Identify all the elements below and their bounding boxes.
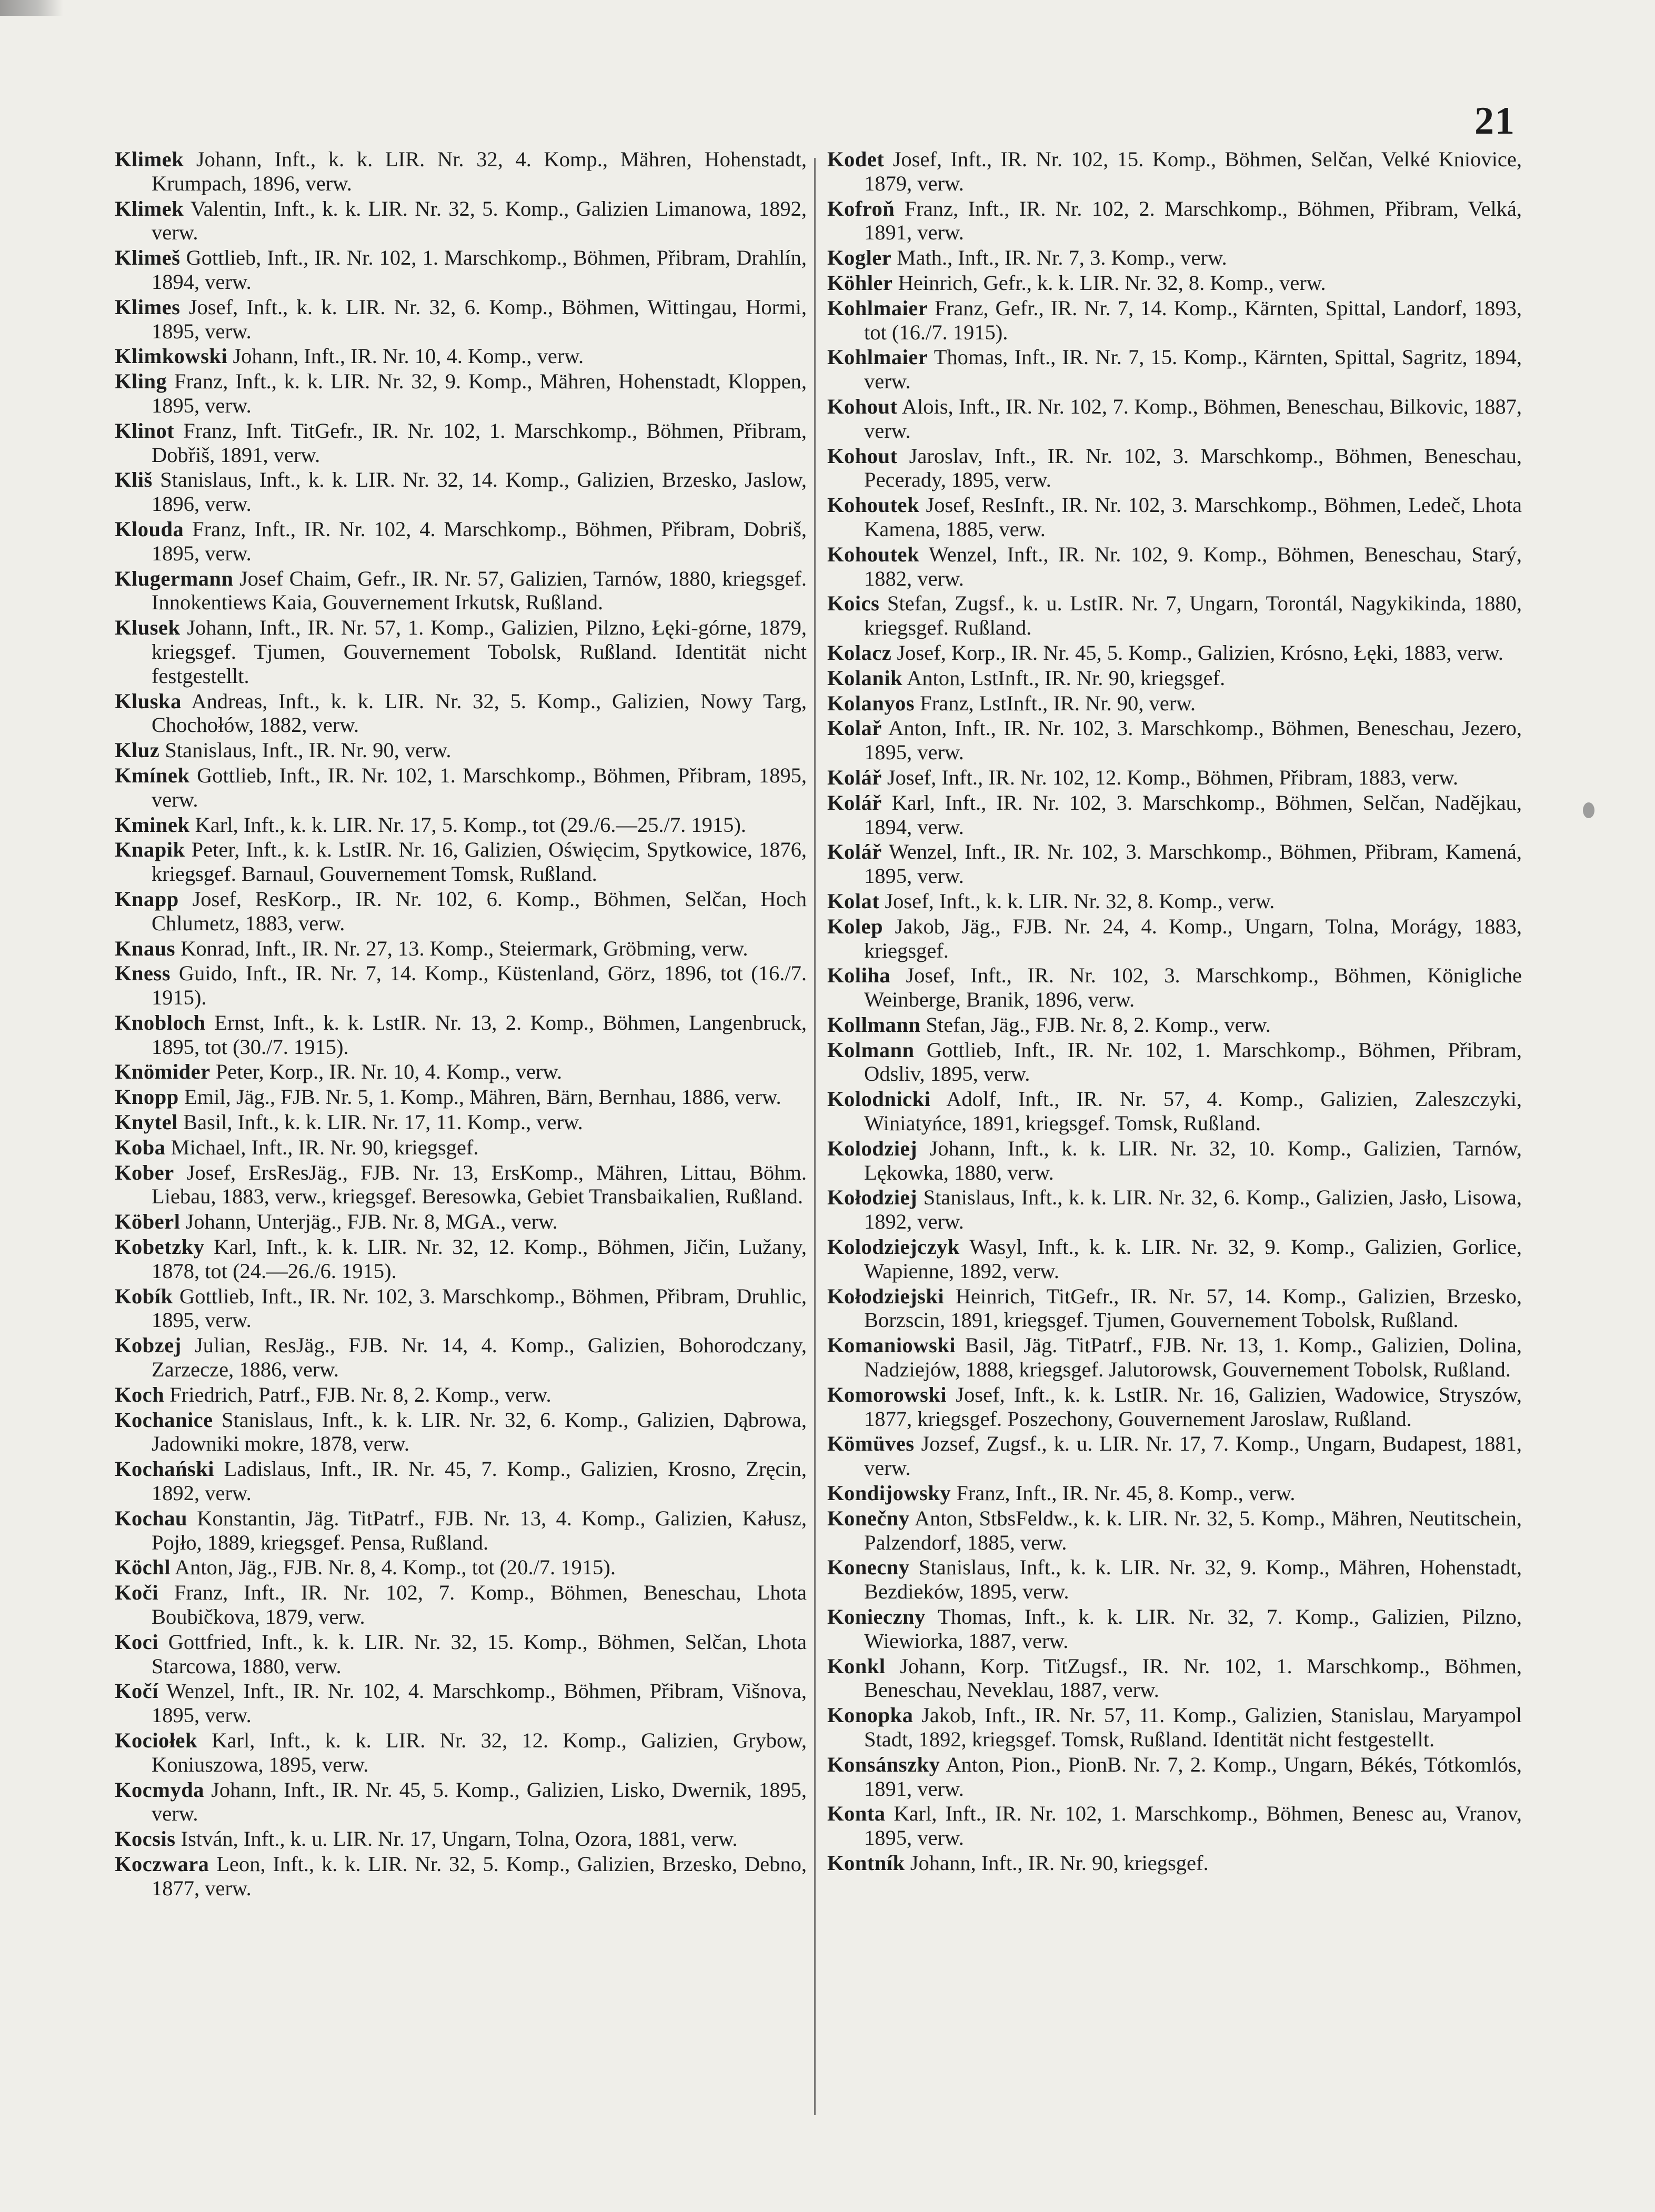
entry-surname: Kondijowsky: [827, 1481, 951, 1505]
roster-entry: [827, 1137, 1522, 1185]
roster-entry: [115, 813, 807, 837]
scan-corner-mark: [0, 0, 63, 16]
entry-surname: Komaniowski: [827, 1333, 956, 1358]
entry-details: Heinrich, Gefr., k. k. LIR. Nr. 32, 8. Komp., verw.: [898, 270, 1326, 295]
entry-surname: Kocsis: [115, 1827, 176, 1851]
entry-details: Peter, Korp., IR. Nr. 10, 4. Komp., verw.: [215, 1060, 563, 1084]
entry-surname: Klugermann: [115, 566, 234, 590]
entry-surname: Kontník: [827, 1851, 905, 1875]
entry-surname: Knömider: [115, 1060, 210, 1084]
entry-surname: Konečny: [827, 1506, 910, 1530]
entry-details: Franz, Inft., k. k. LIR. Nr. 32, 9. Komp., Mähren, Hohenstadt, Kloppen, 1895, verw.: [152, 369, 807, 417]
entry-details: Franz, Inft., IR. Nr. 102, 2. Marschkomp., Böhmen, Přibram, Velká, 1891, verw.: [864, 196, 1522, 245]
entry-details: Basil, Jäg. TitPatrf., FJB. Nr. 13, 1. Komp., Galizien, Dolina, Nadziejów, 1888, kriegsgef. Jalutorowsk, Gouvernement Tobolsk, Rußland.: [864, 1333, 1522, 1382]
entry-details: Friedrich, Patrf., FJB. Nr. 8, 2. Komp., verw.: [169, 1382, 551, 1406]
entry-details: Josef Chaim, Gefr., IR. Nr. 57, Galizien, Tarnów, 1880, kriegsgef. Innokentiews Kaia, Gouvernement Irkutsk, Rußland.: [152, 566, 807, 615]
roster-entry: [115, 1333, 807, 1382]
roster-entry: [115, 517, 807, 566]
entry-details: Gottlieb, Inft., IR. Nr. 102, 3. Marschkomp., Böhmen, Přibram, Druhlic, 1895, verw.: [152, 1284, 807, 1332]
entry-details: Karl, Inft., k. k. LIR. Nr. 17, 5. Komp., tot (29./6.—25./7. 1915).: [195, 812, 746, 837]
entry-surname: Koczwara: [115, 1852, 209, 1876]
roster-entry: [115, 1778, 807, 1826]
roster-entry: [827, 197, 1522, 245]
entry-surname: Klusek: [115, 616, 180, 640]
entry-details: Stanislaus, Inft., k. k. LIR. Nr. 32, 6. Komp., Galizien, Dąbrowa, Jadowniki mokre, 1878, verw.: [152, 1407, 807, 1456]
entry-details: Valentin, Inft., k. k. LIR. Nr. 32, 5. Komp., Galizien Limanowa, 1892, verw.: [152, 196, 807, 245]
entry-surname: Klimek: [115, 196, 184, 220]
roster-entry: [827, 591, 1522, 640]
entry-details: Josef, Inft., IR. Nr. 102, 3. Marschkomp., Böhmen, Königliche Weinberge, Branik, 1896, verw.: [864, 963, 1522, 1012]
roster-entry: [827, 1654, 1522, 1703]
entry-surname: Kminek: [115, 812, 190, 837]
roster-entry: [827, 1087, 1522, 1135]
entry-surname: Koči: [115, 1581, 158, 1605]
entry-details: Ernst, Inft., k. k. LstIR. Nr. 13, 2. Komp., Böhmen, Langenbruck, 1895, tot (30./7. 1915).: [152, 1010, 807, 1059]
roster-entry: [115, 1581, 807, 1629]
roster-entry: [115, 1383, 807, 1407]
entry-details: Konstantin, Jäg. TitPatrf., FJB. Nr. 13, 4. Komp., Galizien, Kałusz, Pojło, 1889, kriegsgef. Pensa, Rußland.: [152, 1506, 807, 1554]
roster-entry: [827, 1284, 1522, 1333]
roster-entry: [827, 147, 1522, 196]
entry-surname: Koics: [827, 591, 880, 616]
entry-surname: Koliha: [827, 963, 891, 988]
roster-entry: [115, 887, 807, 936]
entry-surname: Knytel: [115, 1110, 178, 1134]
entry-surname: Kluska: [115, 689, 182, 713]
entry-surname: Kociołek: [115, 1728, 197, 1752]
roster-entry: [827, 914, 1522, 963]
roster-entry: [827, 395, 1522, 443]
entry-details: Konrad, Inft., IR. Nr. 27, 13. Komp., Steiermark, Gröbming, verw.: [180, 936, 748, 960]
roster-entry: [827, 791, 1522, 839]
entry-details: Karl, Inft., k. k. LIR. Nr. 32, 12. Komp., Böhmen, Jičin, Lužany, 1878, tot (24.—26./6. 1915).: [152, 1235, 807, 1283]
entry-details: Anton, StbsFeldw., k. k. LIR. Nr. 32, 5. Komp., Mähren, Neutitschein, Palzendorf, 1885, verw.: [864, 1506, 1522, 1554]
entry-details: Gottfried, Inft., k. k. LIR. Nr. 32, 15. Komp., Böhmen, Selčan, Lhota Starcowa, 1880, verw.: [152, 1630, 807, 1678]
entry-surname: Kohoutek: [827, 542, 920, 566]
entry-surname: Klimeš: [115, 246, 180, 270]
roster-entry: [115, 1827, 807, 1851]
entry-details: Thomas, Inft., k. k. LIR. Nr. 32, 7. Komp., Galizien, Pilzno, Wiewiorka, 1887, verw.: [864, 1605, 1522, 1653]
entry-details: Josef, Inft., k. k. LIR. Nr. 32, 6. Komp., Böhmen, Wittingau, Hormi, 1895, verw.: [152, 295, 807, 343]
entry-details: Johann, Inft., IR. Nr. 90, kriegsgef.: [910, 1851, 1209, 1875]
entry-details: Johann, Korp. TitZugsf., IR. Nr. 102, 1. Marschkomp., Böhmen, Beneschau, Neveklau, 1887, verw.: [864, 1654, 1522, 1702]
entry-surname: Klinot: [115, 418, 175, 443]
roster-entry: [115, 616, 807, 688]
roster-entry: [827, 1333, 1522, 1382]
entry-details: Adolf, Inft., IR. Nr. 57, 4. Komp., Galizien, Zaleszczyki, Winiatyńce, 1891, kriegsgef. Tomsk, Rußland.: [864, 1087, 1522, 1135]
roster-entry: [827, 1605, 1522, 1653]
entry-surname: Kolář: [827, 840, 882, 864]
entry-surname: Kliš: [115, 468, 153, 492]
roster-entry: [827, 444, 1522, 492]
column-divider: [814, 158, 816, 2115]
roster-entry: [115, 689, 807, 738]
entry-surname: Köchl: [115, 1555, 171, 1580]
entry-surname: Kochau: [115, 1506, 188, 1530]
entry-details: Heinrich, TitGefr., IR. Nr. 57, 14. Komp., Galizien, Brzesko, Borzscin, 1891, kriegsgef. Tjumen, Gouvernement Tobolsk, Rußland.: [864, 1284, 1522, 1332]
entry-details: Karl, Inft., k. k. LIR. Nr. 32, 12. Komp., Galizien, Grybow, Koniuszowa, 1895, verw.: [152, 1728, 807, 1776]
entry-surname: Kolař: [827, 716, 882, 740]
entry-surname: Knopp: [115, 1085, 179, 1109]
roster-entry: [827, 271, 1522, 295]
entry-details: Peter, Inft., k. k. LstIR. Nr. 16, Galizien, Oświęcim, Spytkowice, 1876, kriegsgef. Barnaul, Gouvernement Tomsk, Rußland.: [152, 838, 807, 886]
entry-details: Stefan, Zugsf., k. u. LstIR. Nr. 7, Ungarn, Torontál, Nagykikinda, 1880, kriegsgef. Rußland.: [864, 591, 1522, 640]
entry-details: Guido, Inft., IR. Nr. 7, 14. Komp., Küstenland, Görz, 1896, tot (16./7. 1915).: [152, 961, 807, 1010]
entry-details: Wasyl, Inft., k. k. LIR. Nr. 32, 9. Komp., Galizien, Gorlice, Wapienne, 1892, verw.: [864, 1235, 1522, 1283]
roster-entry: [115, 147, 807, 196]
entry-details: Josef, Inft., k. k. LstIR. Nr. 16, Galizien, Wadowice, Stryszów, 1877, kriegsgef. Poszechony, Gouvernement Jaroslaw, Rußland.: [864, 1382, 1522, 1431]
entry-surname: Kogler: [827, 246, 892, 270]
entry-surname: Konkl: [827, 1654, 886, 1678]
roster-entry: [115, 567, 807, 615]
entry-details: Leon, Inft., k. k. LIR. Nr. 32, 5. Komp., Galizien, Brzesko, Debno, 1877, verw.: [152, 1852, 807, 1900]
entry-surname: Kochanice: [115, 1407, 213, 1432]
roster-entry: [827, 493, 1522, 541]
roster-entry: [827, 666, 1522, 690]
entry-details: Andreas, Inft., k. k. LIR. Nr. 32, 5. Komp., Galizien, Nowy Targ, Chochołów, 1882, verw.: [152, 689, 807, 737]
ink-blot: [1583, 802, 1594, 818]
entry-details: Jozsef, Zugsf., k. u. LIR. Nr. 17, 7. Komp., Ungarn, Budapest, 1881, verw.: [864, 1432, 1522, 1480]
roster-entry: [115, 344, 807, 368]
entry-surname: Konieczny: [827, 1605, 926, 1629]
roster-entry: [827, 1383, 1522, 1431]
entry-surname: Kohlmaier: [827, 296, 928, 320]
roster-entry: [827, 296, 1522, 345]
roster-entry: [827, 1506, 1522, 1555]
roster-entry: [115, 1011, 807, 1059]
roster-entry: [115, 1457, 807, 1505]
entry-details: Franz, Gefr., IR. Nr. 7, 14. Komp., Kärnten, Spittal, Landorf, 1893, tot (16./7. 1915).: [864, 296, 1522, 344]
entry-details: Franz, Inft., IR. Nr. 45, 8. Komp., verw.: [956, 1481, 1296, 1505]
entry-surname: Komorowski: [827, 1382, 947, 1406]
entry-surname: Kolář: [827, 765, 882, 789]
entry-surname: Kollmann: [827, 1012, 921, 1037]
entry-details: Stefan, Jäg., FJB. Nr. 8, 2. Komp., verw.: [926, 1012, 1271, 1037]
roster-entry: [827, 246, 1522, 270]
entry-surname: Kohlmaier: [827, 345, 928, 369]
roster-entry: [115, 246, 807, 294]
roster-entry: [115, 1235, 807, 1283]
entry-surname: Kluz: [115, 738, 160, 762]
entry-details: Jakob, Inft., IR. Nr. 57, 11. Komp., Galizien, Stanislau, Maryampol Stadt, 1892, kriegsgef. Tomsk, Rußland. Identität nicht festgestellt.: [864, 1703, 1522, 1751]
entry-details: Thomas, Inft., IR. Nr. 7, 15. Komp., Kärnten, Spittal, Sagritz, 1894, verw.: [864, 345, 1522, 394]
entry-details: Anton, LstInft., IR. Nr. 90, kriegsgef.: [906, 666, 1226, 690]
entry-surname: Kolodnicki: [827, 1087, 931, 1111]
entry-surname: Kling: [115, 369, 167, 394]
roster-entry: [827, 889, 1522, 913]
roster-entry: [115, 1060, 807, 1084]
entry-details: Jakob, Jäg., FJB. Nr. 24, 4. Komp., Ungarn, Tolna, Morágy, 1883, kriegsgef.: [864, 914, 1522, 962]
entry-surname: Klimes: [115, 295, 180, 319]
entry-details: Franz, Inft., IR. Nr. 102, 7. Komp., Böhmen, Beneschau, Lhota Boubičkova, 1879, verw.: [152, 1581, 807, 1629]
roster-entry: [115, 1728, 807, 1777]
roster-entry: [115, 197, 807, 245]
roster-entry: [115, 763, 807, 812]
entry-surname: Kolodziej: [827, 1136, 917, 1160]
roster-entry: [827, 963, 1522, 1012]
entry-details: Stanislaus, Inft., k. k. LIR. Nr. 32, 6. Komp., Galizien, Jasło, Lisowa, 1892, verw.: [864, 1185, 1522, 1234]
roster-entry: [827, 1038, 1522, 1087]
roster-entry: [115, 1284, 807, 1333]
entry-details: Josef, Korp., IR. Nr. 45, 5. Komp., Galizien, Krósno, Łęki, 1883, verw.: [897, 640, 1503, 665]
entry-details: Jaroslav, Inft., IR. Nr. 102, 3. Marschkomp., Böhmen, Beneschau, Pecerady, 1895, verw.: [864, 444, 1522, 492]
entry-surname: Knaus: [115, 936, 176, 960]
entry-surname: Konta: [827, 1802, 886, 1826]
entry-surname: Kodet: [827, 147, 885, 171]
roster-entry: [827, 1235, 1522, 1283]
entry-details: Josef, ResKorp., IR. Nr. 102, 6. Komp., Böhmen, Selčan, Hoch Chlumetz, 1883, verw.: [152, 887, 807, 935]
entry-details: Franz, Inft., IR. Nr. 102, 4. Marschkomp., Böhmen, Přibram, Dobriš, 1895, verw.: [152, 517, 807, 565]
entry-surname: Kolat: [827, 889, 880, 913]
entry-details: Johann, Inft., IR. Nr. 45, 5. Komp., Galizien, Lisko, Dwernik, 1895, verw.: [152, 1777, 807, 1826]
entry-surname: Koba: [115, 1135, 166, 1159]
entry-surname: Knapik: [115, 838, 185, 862]
roster-entry: [827, 345, 1522, 394]
entry-surname: Kolmann: [827, 1038, 915, 1062]
entry-details: Josef, ResInft., IR. Nr. 102, 3. Marschkomp., Böhmen, Ledeč, Lhota Kamena, 1885, verw.: [864, 493, 1522, 541]
entry-details: Emil, Jäg., FJB. Nr. 5, 1. Komp., Mähren, Bärn, Bernhau, 1886, verw.: [184, 1085, 781, 1109]
roster-entry: [115, 1408, 807, 1456]
entry-details: Stanislaus, Inft., k. k. LIR. Nr. 32, 14. Komp., Galizien, Brzesko, Jaslow, 1896, verw.: [152, 468, 807, 516]
roster-entry: [827, 1802, 1522, 1850]
entry-surname: Kochański: [115, 1457, 215, 1481]
roster-entry: [115, 937, 807, 961]
roster-entry: [115, 738, 807, 762]
roster-entry: [115, 1110, 807, 1134]
entry-details: Michael, Inft., IR. Nr. 90, kriegsgef.: [170, 1135, 479, 1159]
entry-surname: Kofroň: [827, 196, 895, 220]
entry-surname: Kočí: [115, 1679, 158, 1703]
roster-entry: [827, 1432, 1522, 1480]
left-column: [115, 147, 807, 1902]
entry-details: Ladislaus, Inft., IR. Nr. 45, 7. Komp., Galizien, Krosno, Zręcin, 1892, verw.: [152, 1457, 807, 1505]
entry-surname: Kmínek: [115, 763, 190, 787]
entry-surname: Köberl: [115, 1210, 180, 1234]
entry-details: Math., Inft., IR. Nr. 7, 3. Komp., verw.: [897, 246, 1227, 270]
roster-entry: [115, 1161, 807, 1209]
entry-surname: Konsánszky: [827, 1752, 940, 1776]
roster-entry: [115, 295, 807, 344]
entry-details: Gottlieb, Inft., IR. Nr. 102, 1. Marschkomp., Böhmen, Přibram, Odsliv, 1895, verw.: [864, 1038, 1522, 1086]
entry-details: Franz, Inft. TitGefr., IR. Nr. 102, 1. Marschkomp., Böhmen, Přibram, Dobřiš, 1891, verw.: [152, 418, 807, 467]
roster-entry: [827, 766, 1522, 790]
entry-details: Franz, LstInft., IR. Nr. 90, verw.: [920, 691, 1196, 715]
roster-entry: [827, 641, 1522, 665]
entry-details: Karl, Inft., IR. Nr. 102, 1. Marschkomp., Böhmen, Benesc au, Vranov, 1895, verw.: [864, 1802, 1522, 1850]
roster-entry: [115, 1135, 807, 1160]
roster-entry: [827, 1851, 1522, 1875]
entry-details: Stanislaus, Inft., IR. Nr. 90, verw.: [165, 738, 452, 762]
entry-surname: Koci: [115, 1630, 158, 1654]
entry-surname: Kohoutek: [827, 493, 920, 517]
roster-entry: [115, 468, 807, 516]
entry-details: Johann, Inft., IR. Nr. 10, 4. Komp., verw.: [233, 344, 584, 368]
roster-entry: [115, 1210, 807, 1234]
roster-entry: [827, 1013, 1522, 1037]
entry-surname: Konopka: [827, 1703, 914, 1727]
roster-entry: [827, 840, 1522, 888]
entry-surname: Kolanik: [827, 666, 903, 690]
entry-details: Anton, Pion., PionB. Nr. 7, 2. Komp., Ungarn, Békés, Tótkomlós, 1891, verw.: [864, 1752, 1522, 1801]
entry-surname: Kolodziejczyk: [827, 1235, 960, 1259]
entry-details: Josef, Inft., k. k. LIR. Nr. 32, 8. Komp., verw.: [885, 889, 1275, 913]
roster-entry: [827, 1703, 1522, 1752]
entry-surname: Kömüves: [827, 1432, 915, 1456]
entry-details: Wenzel, Inft., IR. Nr. 102, 9. Komp., Böhmen, Beneschau, Starý, 1882, verw.: [864, 542, 1522, 590]
roster-entry: [827, 1481, 1522, 1505]
entry-details: Stanislaus, Inft., k. k. LIR. Nr. 32, 9. Komp., Mähren, Hohenstadt, Bezdieków, 1895, verw.: [864, 1555, 1522, 1604]
entry-surname: Kobík: [115, 1284, 173, 1308]
roster-entry: [827, 1753, 1522, 1801]
entry-details: Julian, ResJäg., FJB. Nr. 14, 4. Komp., Galizien, Bohorodczany, Zarzecze, 1886, verw.: [152, 1333, 807, 1382]
entry-surname: Kness: [115, 961, 171, 986]
entry-details: Basil, Inft., k. k. LIR. Nr. 17, 11. Komp., verw.: [183, 1110, 583, 1134]
roster-entry: [827, 542, 1522, 591]
roster-entry: [827, 691, 1522, 716]
roster-entry: [827, 1555, 1522, 1604]
entry-details: Wenzel, Inft., IR. Nr. 102, 3. Marschkomp., Böhmen, Přibram, Kamená, 1895, verw.: [864, 840, 1522, 888]
roster-entry: [115, 961, 807, 1010]
entry-surname: Kolář: [827, 790, 882, 815]
entry-surname: Kołodziej: [827, 1185, 917, 1210]
entry-surname: Kohout: [827, 394, 898, 418]
roster-entry: [115, 419, 807, 467]
entry-surname: Kobetzky: [115, 1235, 205, 1259]
entry-surname: Koch: [115, 1382, 165, 1406]
roster-entry: [115, 1852, 807, 1901]
entry-details: Johann, Inft., k. k. LIR. Nr. 32, 4. Komp., Mähren, Hohenstadt, Krumpach, 1896, verw.: [152, 147, 807, 195]
entry-surname: Kocmyda: [115, 1777, 204, 1802]
entry-surname: Knapp: [115, 887, 179, 911]
entry-details: Anton, Inft., IR. Nr. 102, 3. Marschkomp., Böhmen, Beneschau, Jezero, 1895, verw.: [864, 716, 1522, 765]
roster-entry: [115, 1555, 807, 1580]
entry-surname: Kolanyos: [827, 691, 915, 715]
entry-surname: Kober: [115, 1160, 174, 1184]
entry-details: Josef, Inft., IR. Nr. 102, 15. Komp., Böhmen, Selčan, Velké Kniovice, 1879, verw.: [864, 147, 1522, 195]
entry-details: Johann, Inft., IR. Nr. 57, 1. Komp., Galizien, Pilzno, Łęki-górne, 1879, kriegsgef. Tjumen, Gouvernement Tobolsk, Rußland. Identität nicht festgestellt.: [152, 616, 807, 688]
entry-details: Josef, Inft., IR. Nr. 102, 12. Komp., Böhmen, Přibram, 1883, verw.: [887, 765, 1458, 789]
roster-entry: [115, 1506, 807, 1555]
roster-entry: [115, 1630, 807, 1678]
entry-surname: Klouda: [115, 517, 184, 541]
roster-entry: [115, 838, 807, 886]
entry-details: Alois, Inft., IR. Nr. 102, 7. Komp., Böhmen, Beneschau, Bilkovic, 1887, verw.: [864, 394, 1522, 443]
entry-surname: Knobloch: [115, 1010, 206, 1034]
roster-entry: [827, 716, 1522, 765]
page-number: 21: [1475, 99, 1516, 143]
entry-surname: Klimek: [115, 147, 184, 171]
entry-details: Gottlieb, Inft., IR. Nr. 102, 1. Marschkomp., Böhmen, Přibram, Drahlín, 1894, verw.: [152, 246, 807, 294]
entry-details: Josef, ErsResJäg., FJB. Nr. 13, ErsKomp., Mähren, Littau, Böhm. Liebau, 1883, verw., kriegsgef. Beresowka, Gebiet Transbaikalien, Rußland.: [152, 1160, 807, 1209]
entry-surname: Konecny: [827, 1555, 910, 1580]
entry-surname: Kolep: [827, 914, 884, 938]
roster-entry: [115, 1679, 807, 1727]
entry-details: Gottlieb, Inft., IR. Nr. 102, 1. Marschkomp., Böhmen, Přibram, 1895, verw.: [152, 763, 807, 811]
entry-details: Anton, Jäg., FJB. Nr. 8, 4. Komp., tot (20./7. 1915).: [174, 1555, 616, 1580]
entry-details: Johann, Unterjäg., FJB. Nr. 8, MGA., verw.: [185, 1210, 558, 1234]
entry-details: Johann, Inft., k. k. LIR. Nr. 32, 10. Komp., Galizien, Tarnów, Lękowka, 1880, verw.: [864, 1136, 1522, 1184]
entry-details: Wenzel, Inft., IR. Nr. 102, 4. Marschkomp., Böhmen, Přibram, Višnova, 1895, verw.: [152, 1679, 807, 1727]
entry-surname: Kobzej: [115, 1333, 182, 1358]
roster-entry: [827, 1185, 1522, 1234]
roster-entry: [115, 1085, 807, 1109]
entry-surname: Klimkowski: [115, 344, 228, 368]
entry-surname: Kolacz: [827, 640, 892, 665]
right-column: [827, 147, 1522, 1876]
roster-entry: [115, 369, 807, 418]
entry-details: István, Inft., k. u. LIR. Nr. 17, Ungarn, Tolna, Ozora, 1881, verw.: [180, 1827, 738, 1851]
entry-surname: Köhler: [827, 270, 893, 295]
entry-details: Karl, Inft., IR. Nr. 102, 3. Marschkomp., Böhmen, Selčan, Nadějkau, 1894, verw.: [864, 790, 1522, 839]
entry-surname: Kohout: [827, 444, 898, 468]
entry-surname: Kołodziejski: [827, 1284, 945, 1308]
